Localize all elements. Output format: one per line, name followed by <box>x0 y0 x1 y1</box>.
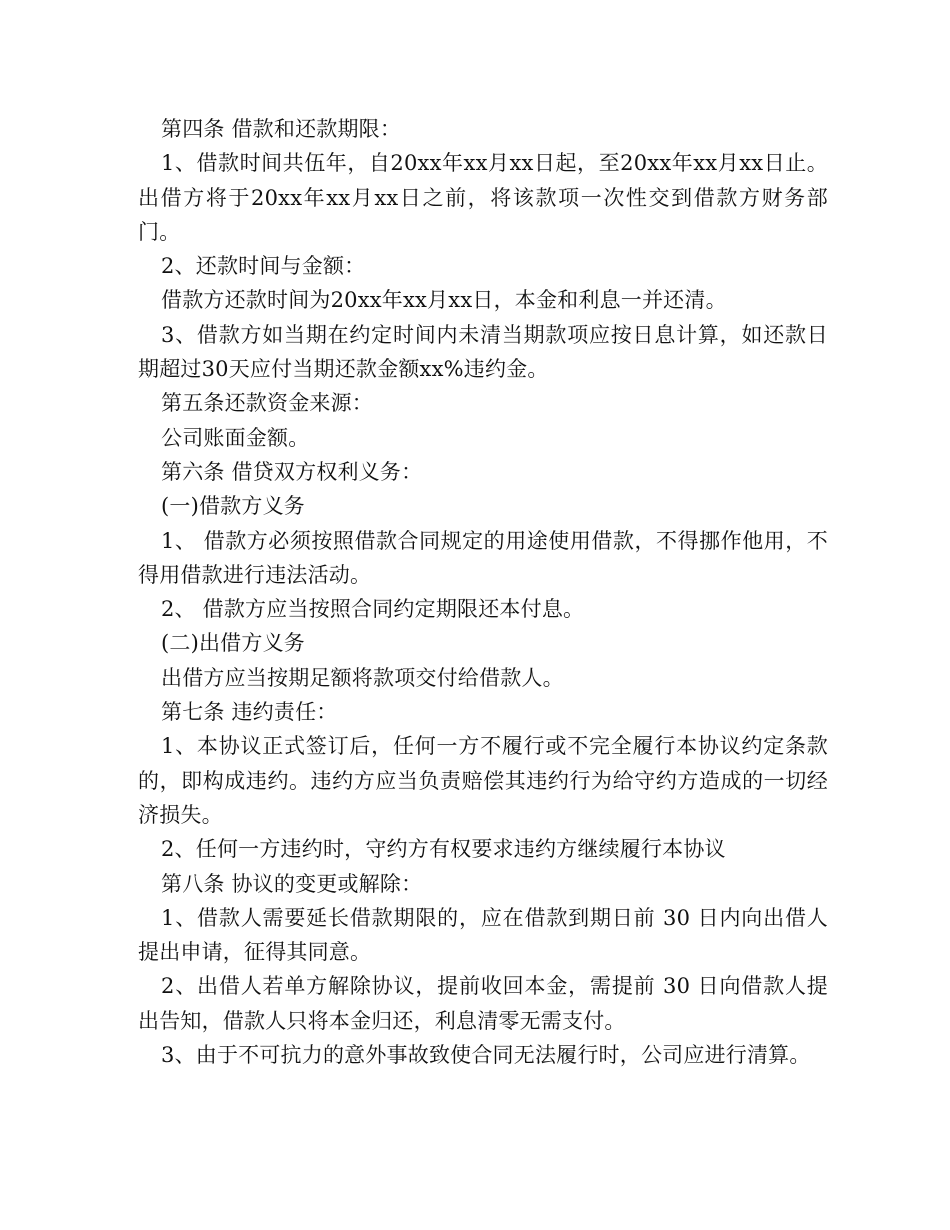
section-heading: (二)出借方义务 <box>161 631 305 656</box>
article-heading: 第六条 借贷双方权利义务： <box>161 459 423 484</box>
paragraph: 3、由于不可抗力的意外事故致使合同无法履行时，公司应进行清算。 <box>161 1043 811 1068</box>
paragraph: 1、借款时间共伍年，自20xx年xx月xx日起，至20xx年xx月xx日止。出借方将于20xx年xx月xx日之前，将该款项一次性交到借款方财务部门。 <box>138 151 828 244</box>
paragraph: 2、出借人若单方解除协议，提前收回本金，需提前 30 日向借款人提出告知，借款人只将本金归还，利息清零无需支付。 <box>138 974 828 1033</box>
paragraph: 2、 借款方应当按照合同约定期限还本付息。 <box>161 597 585 622</box>
article-heading: 第七条 违约责任： <box>161 700 338 725</box>
paragraph: 1、 借款方必须按照借款合同规定的用途使用借款，不得挪作他用，不得用借款进行违法活动。 <box>138 528 828 587</box>
paragraph: 1、本协议正式签订后，任何一方不履行或不完全履行本协议约定条款的，即构成违约。违约方应当负责赔偿其违约行为给守约方造成的一切经济损失。 <box>138 734 828 827</box>
paragraph: 2、还款时间与金额： <box>161 254 366 279</box>
paragraph: 3、借款方如当期在约定时间内未清当期款项应按日息计算，如还款日期超过30天应付当期还款金额xx%违约金。 <box>138 322 828 382</box>
paragraph: 公司账面金额。 <box>161 425 310 450</box>
document-body <box>138 112 828 1072</box>
article-heading: 第八条 协议的变更或解除： <box>161 871 423 896</box>
article-heading: 第五条还款资金来源： <box>161 391 373 416</box>
section-heading: (一)借款方义务 <box>161 494 305 519</box>
paragraph: 借款方还款时间为20xx年xx月xx日，本金和利息一并还清。 <box>161 288 727 313</box>
paragraph: 1、借款人需要延长借款期限的，应在借款到期日前 30 日内向出借人提出申请，征得其同意。 <box>138 905 828 965</box>
paragraph: 2、任何一方违约时，守约方有权要求违约方继续履行本协议 <box>161 837 726 862</box>
article-heading: 第四条 借款和还款期限： <box>161 117 402 141</box>
paragraph: 出借方应当按期足额将款项交付给借款人。 <box>161 665 564 690</box>
